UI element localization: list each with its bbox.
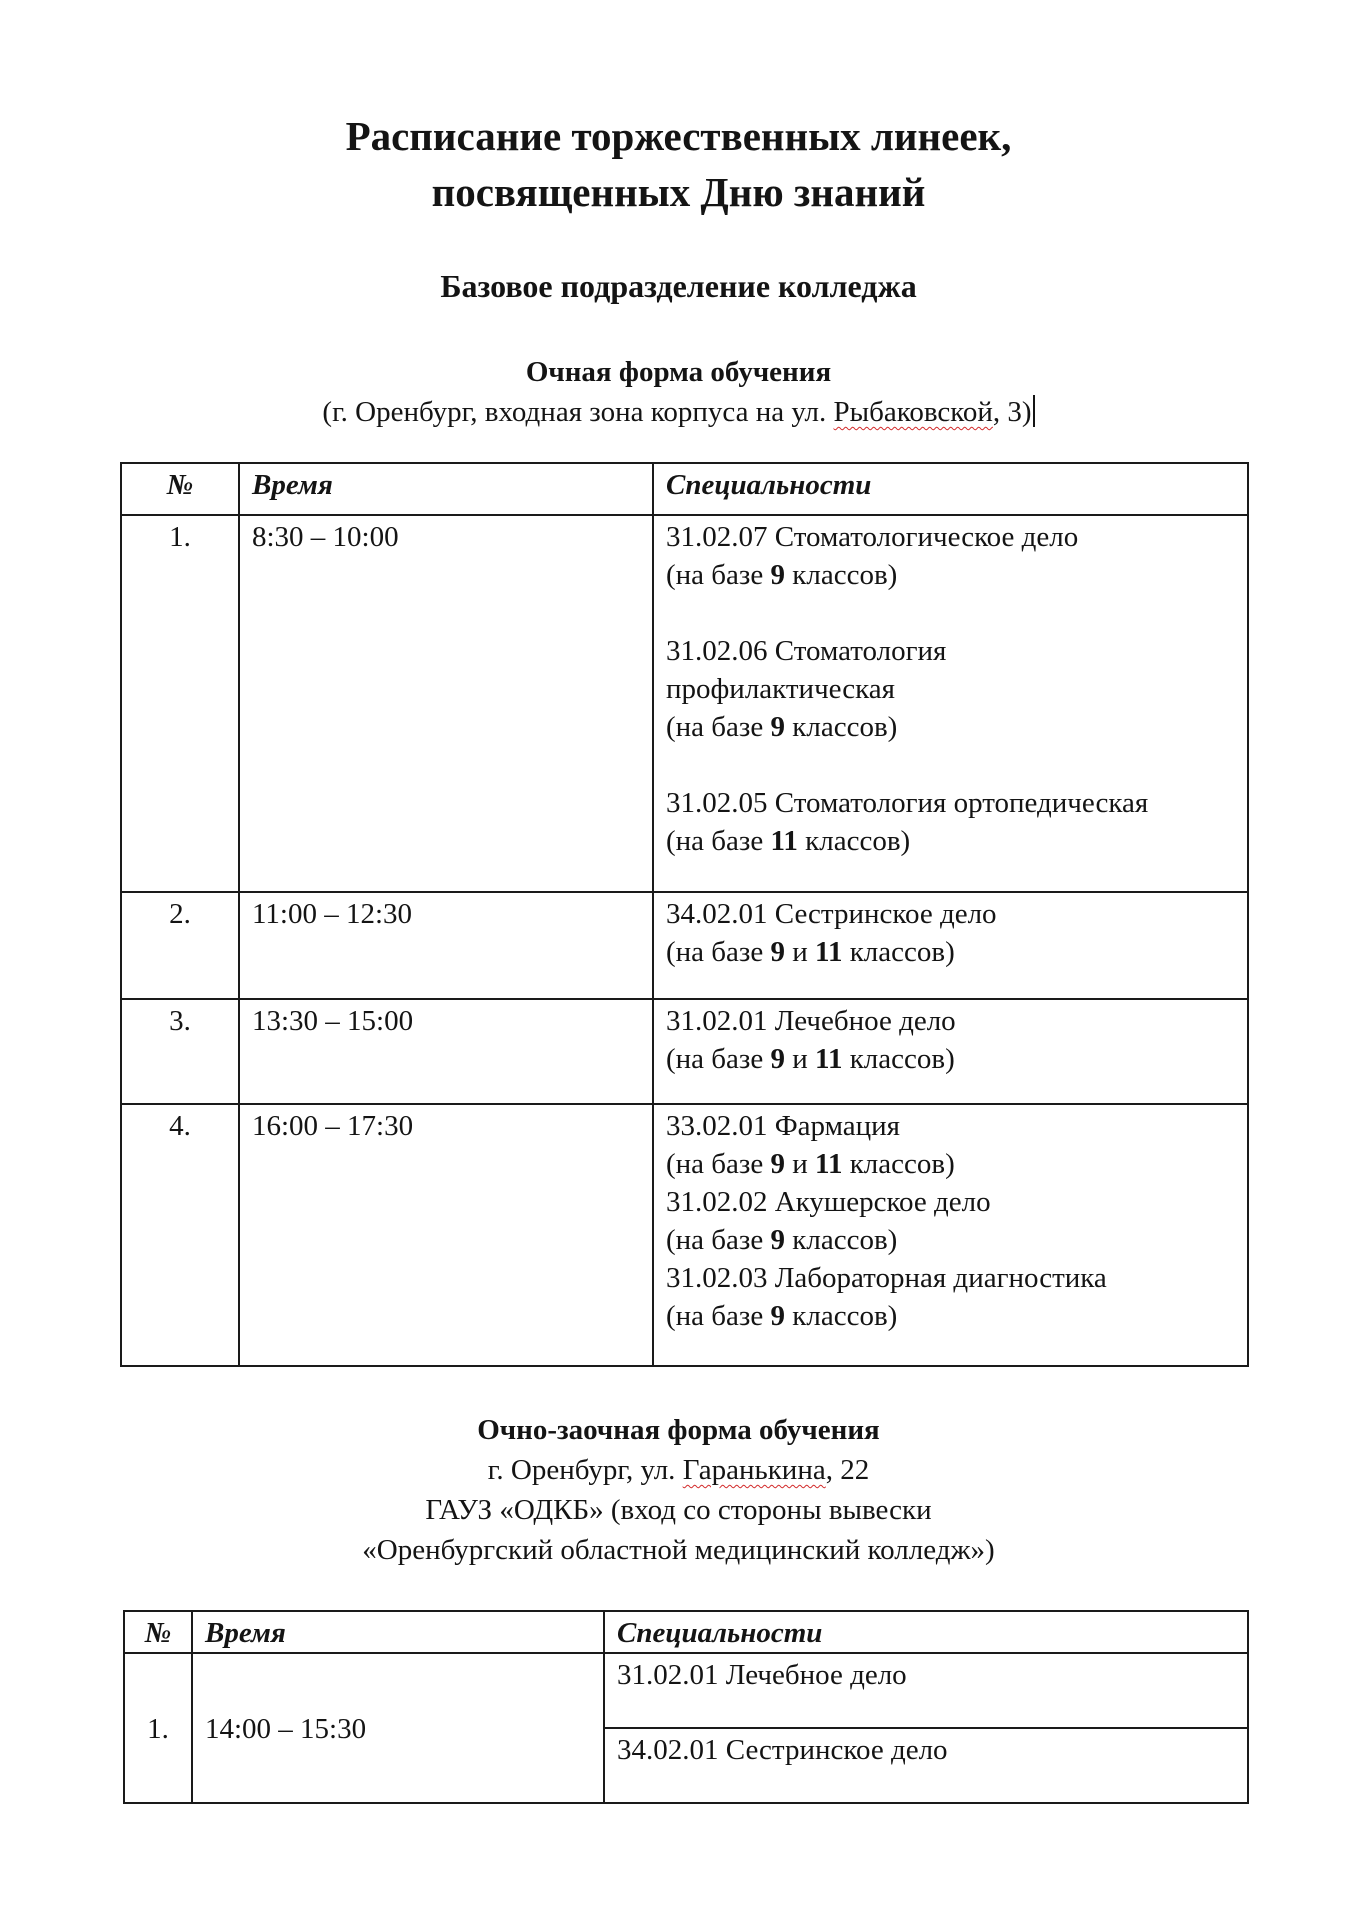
base-grade: 9	[770, 1224, 786, 1256]
document-subtitle: Базовое подразделение колледжа	[440, 268, 917, 304]
specialty-name: 33.02.01 Фармация	[666, 1110, 900, 1142]
base-prefix: (на базе	[666, 1043, 771, 1075]
specialty-base	[666, 1221, 1237, 1259]
table-row	[121, 999, 1248, 1104]
base-suffix: классов)	[842, 1043, 955, 1075]
specialty-item	[666, 1183, 1237, 1259]
section1-header	[0, 352, 1357, 432]
section1-location	[0, 392, 1357, 432]
row-time: 11:00 – 12:30	[239, 892, 653, 999]
table-row	[121, 515, 1248, 892]
base-prefix: (на базе	[666, 1224, 771, 1256]
section1-heading: Очная форма обучения	[525, 356, 832, 388]
row-time: 8:30 – 10:00	[239, 515, 653, 892]
base-prefix: (на базе	[666, 1300, 771, 1332]
row-specialties	[653, 999, 1248, 1104]
text-cursor	[1033, 395, 1035, 427]
header-time: Время	[192, 1611, 604, 1653]
specialty-base	[666, 933, 1237, 971]
document-title	[0, 108, 1357, 220]
header-number: №	[121, 463, 239, 515]
base-grade-2: 11	[815, 1148, 843, 1180]
row-number: 4.	[121, 1104, 239, 1366]
table-header-row	[121, 463, 1248, 515]
base-prefix: (на базе	[666, 559, 771, 591]
section2-line4: «Оренбургский областной медицинский колледж»)	[362, 1534, 995, 1566]
specialty-base	[666, 1145, 1237, 1183]
row-specialties	[653, 1104, 1248, 1366]
base-grade: 9	[770, 559, 786, 591]
row-time: 14:00 – 15:30	[192, 1653, 604, 1803]
base-suffix: классов)	[797, 825, 911, 857]
section1-location-suffix: , 3)	[992, 396, 1032, 428]
base-mid: и	[785, 1043, 816, 1075]
base-grade: 9	[770, 1043, 786, 1075]
section2-address-prefix: г. Оренбург, ул.	[487, 1454, 683, 1486]
base-grade: 9	[770, 1300, 786, 1332]
header-specialties: Специальности	[604, 1611, 1248, 1653]
header-time: Время	[239, 463, 653, 515]
base-grade: 9	[770, 1148, 786, 1180]
table-header-row	[124, 1611, 1248, 1653]
specialty-item	[666, 518, 1237, 594]
specialty-name: 31.02.02 Акушерское дело	[666, 1186, 991, 1218]
row-specialties	[653, 515, 1248, 892]
specialty-item	[666, 1107, 1237, 1183]
row-number: 3.	[121, 999, 239, 1104]
base-mid: и	[785, 1148, 816, 1180]
specialty-name: 31.02.01 Лечебное дело	[604, 1653, 1248, 1728]
base-prefix: (на базе	[666, 825, 771, 857]
specialty-name: 31.02.07 Стоматологическое дело	[666, 521, 1079, 553]
base-grade-2: 11	[815, 1043, 843, 1075]
specialty-item	[666, 1259, 1237, 1335]
row-time: 16:00 – 17:30	[239, 1104, 653, 1366]
specialty-name: 31.02.05 Стоматология ортопедическая	[666, 787, 1149, 819]
base-suffix: классов)	[785, 1224, 898, 1256]
specialty-name: 31.02.01 Лечебное дело	[666, 1005, 956, 1037]
specialty-name: 34.02.01 Сестринское дело	[666, 898, 997, 930]
section1-location-prefix: (г. Оренбург, входная зона корпуса на ул.	[322, 396, 834, 428]
base-grade: 9	[770, 936, 786, 968]
specialty-item	[666, 784, 1237, 860]
base-prefix: (на базе	[666, 936, 771, 968]
base-suffix: классов)	[785, 711, 898, 743]
specialty-name: 31.02.03 Лабораторная диагностика	[666, 1262, 1107, 1294]
spacer	[666, 594, 1237, 632]
section2-address-suffix: , 22	[825, 1454, 870, 1486]
header-number: №	[124, 1611, 192, 1653]
section2-line3: ГАУЗ «ОДКБ» (вход со стороны вывески	[425, 1494, 932, 1526]
table-row	[121, 892, 1248, 999]
specialty-name: 31.02.06 Стоматология профилактическая	[666, 635, 947, 705]
section2-address-street: Гаранькина	[682, 1454, 826, 1486]
section2-heading: Очно-заочная форма обучения	[477, 1414, 880, 1446]
section2-header	[0, 1410, 1357, 1570]
base-suffix: классов)	[842, 1148, 955, 1180]
specialty-base	[666, 556, 1237, 594]
specialty-item	[666, 895, 1237, 971]
specialty-name: 34.02.01 Сестринское дело	[604, 1728, 1248, 1803]
schedule-table-parttime	[123, 1610, 1249, 1804]
specialty-item	[666, 1002, 1237, 1078]
row-number: 1.	[124, 1653, 192, 1803]
table-row	[124, 1653, 1248, 1728]
base-suffix: классов)	[785, 1300, 898, 1332]
spacer	[666, 746, 1237, 784]
base-mid: и	[785, 936, 816, 968]
title-line-1: Расписание торжественных линеек,	[345, 113, 1012, 159]
row-time: 13:30 – 15:00	[239, 999, 653, 1104]
table-row	[121, 1104, 1248, 1366]
title-line-2: посвященных Дню знаний	[431, 169, 926, 215]
section1-location-street: Рыбаковской	[833, 396, 993, 428]
specialty-base	[666, 822, 1237, 860]
header-specialties: Специальности	[653, 463, 1248, 515]
schedule-table-fulltime	[120, 462, 1249, 1367]
base-suffix: классов)	[842, 936, 955, 968]
specialty-item	[666, 632, 1237, 746]
specialty-base	[666, 1040, 1237, 1078]
base-prefix: (на базе	[666, 711, 771, 743]
specialty-base	[666, 708, 1237, 746]
specialty-base	[666, 1297, 1237, 1335]
base-grade-2: 11	[815, 936, 843, 968]
row-number: 2.	[121, 892, 239, 999]
base-prefix: (на базе	[666, 1148, 771, 1180]
row-number: 1.	[121, 515, 239, 892]
base-grade: 9	[770, 711, 786, 743]
base-grade: 11	[770, 825, 798, 857]
row-specialties	[653, 892, 1248, 999]
base-suffix: классов)	[785, 559, 898, 591]
section2-address	[0, 1450, 1357, 1490]
